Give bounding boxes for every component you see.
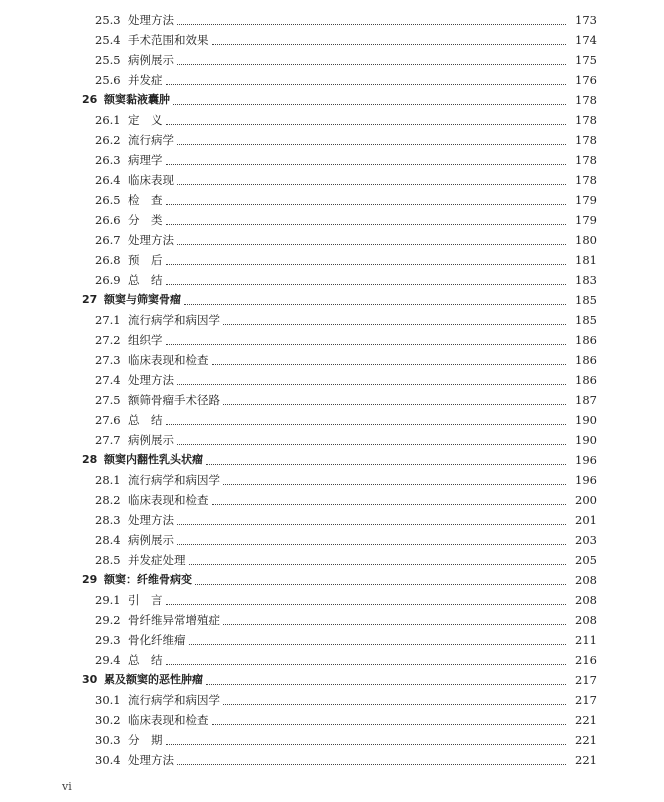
- toc-entry-title: 流行病学和病因学: [128, 473, 220, 487]
- toc-entry-number: 29.3: [95, 633, 121, 647]
- toc-entry-title: 检 查: [128, 193, 163, 207]
- toc-entry-title: 临床表现和检查: [128, 493, 209, 507]
- toc-section-row[interactable]: [0, 510, 664, 530]
- dot-leader: [212, 363, 567, 365]
- toc-page-number: 217: [575, 673, 597, 687]
- toc-section-row[interactable]: [0, 150, 664, 170]
- toc-page-number: 200: [575, 493, 597, 507]
- toc-page-number: 221: [575, 753, 597, 767]
- toc-page-number: 176: [575, 73, 597, 87]
- toc-entry-number: 27.2: [95, 333, 121, 347]
- toc-entry-title: 骨化纤维瘤: [128, 633, 186, 647]
- toc-page-number: 208: [575, 573, 597, 587]
- toc-page-number: 221: [575, 733, 597, 747]
- dot-leader: [166, 603, 567, 605]
- toc-entry-title: 额窦：纤维骨病变: [104, 573, 192, 586]
- table-of-contents: [0, 10, 664, 770]
- toc-entry-number: 26.5: [95, 193, 121, 207]
- toc-entry-number: 30.2: [95, 713, 121, 727]
- dot-leader: [223, 623, 566, 625]
- toc-page-number: 174: [575, 33, 597, 47]
- toc-section-row[interactable]: [0, 270, 664, 290]
- toc-chapter-row[interactable]: [0, 90, 664, 110]
- dot-leader: [177, 523, 566, 525]
- toc-entry-number: 28.3: [95, 513, 121, 527]
- toc-entry-title: 流行病学和病因学: [128, 313, 220, 327]
- toc-page-number: 208: [575, 613, 597, 627]
- toc-section-row[interactable]: [0, 170, 664, 190]
- toc-section-row[interactable]: [0, 410, 664, 430]
- toc-entry-title: 病例展示: [128, 433, 174, 447]
- dot-leader: [177, 443, 566, 445]
- dot-leader: [177, 243, 566, 245]
- toc-page-number: 221: [575, 713, 597, 727]
- dot-leader: [166, 223, 567, 225]
- toc-section-row[interactable]: [0, 10, 664, 30]
- toc-page-number: 175: [575, 53, 597, 67]
- toc-entry-number: 26.4: [95, 173, 121, 187]
- toc-section-row[interactable]: [0, 710, 664, 730]
- dot-leader: [177, 763, 566, 765]
- toc-page-number: 178: [575, 153, 597, 167]
- dot-leader: [212, 43, 567, 45]
- toc-section-row[interactable]: [0, 530, 664, 550]
- toc-entry-number: 27.1: [95, 313, 121, 327]
- toc-section-row[interactable]: [0, 30, 664, 50]
- toc-section-row[interactable]: [0, 550, 664, 570]
- toc-entry-title: 额窦内翻性乳头状瘤: [104, 453, 203, 466]
- toc-entry-title: 分 类: [128, 213, 163, 227]
- toc-section-row[interactable]: [0, 430, 664, 450]
- toc-section-row[interactable]: [0, 350, 664, 370]
- toc-page-number: 203: [575, 533, 597, 547]
- dot-leader: [223, 323, 566, 325]
- toc-entry-title: 病理学: [128, 153, 163, 167]
- toc-page-number: 208: [575, 593, 597, 607]
- toc-page-number: 178: [575, 133, 597, 147]
- toc-section-row[interactable]: [0, 750, 664, 770]
- dot-leader: [166, 423, 567, 425]
- toc-entry-title: 临床表现和检查: [128, 713, 209, 727]
- toc-page-number: 190: [575, 413, 597, 427]
- dot-leader: [166, 743, 567, 745]
- dot-leader: [223, 403, 566, 405]
- toc-section-row[interactable]: [0, 630, 664, 650]
- toc-entry-title: 处理方法: [128, 13, 174, 27]
- toc-entry-title: 并发症: [128, 73, 163, 87]
- dot-leader: [212, 723, 567, 725]
- toc-page-number: 173: [575, 13, 597, 27]
- toc-entry-number: 26.2: [95, 133, 121, 147]
- toc-page-number: 186: [575, 353, 597, 367]
- dot-leader: [166, 663, 567, 665]
- dot-leader: [166, 163, 567, 165]
- dot-leader: [223, 703, 566, 705]
- toc-entry-number: 27: [82, 293, 98, 306]
- toc-entry-title: 处理方法: [128, 233, 174, 247]
- toc-entry-number: 25.6: [95, 73, 121, 87]
- toc-entry-number: 30.3: [95, 733, 121, 747]
- dot-leader: [177, 23, 566, 25]
- toc-section-row[interactable]: [0, 130, 664, 150]
- toc-page-number: 181: [575, 253, 597, 267]
- toc-entry-number: 27.6: [95, 413, 121, 427]
- toc-page-number: 179: [575, 193, 597, 207]
- toc-entry-number: 28: [82, 453, 98, 466]
- toc-entry-number: 26.3: [95, 153, 121, 167]
- toc-section-row[interactable]: [0, 390, 664, 410]
- toc-page-number: 178: [575, 113, 597, 127]
- toc-entry-number: 25.3: [95, 13, 121, 27]
- toc-page-number: 190: [575, 433, 597, 447]
- toc-entry-title: 预 后: [128, 253, 163, 267]
- toc-entry-title: 组织学: [128, 333, 163, 347]
- toc-entry-title: 引 言: [128, 593, 163, 607]
- dot-leader: [177, 183, 566, 185]
- toc-entry-number: 28.5: [95, 553, 121, 567]
- toc-page-number: 211: [575, 633, 597, 647]
- toc-entry-title: 并发症处理: [128, 553, 186, 567]
- toc-section-row[interactable]: [0, 490, 664, 510]
- toc-entry-title: 总 结: [128, 413, 163, 427]
- toc-section-row[interactable]: [0, 110, 664, 130]
- toc-entry-title: 手术范围和效果: [128, 33, 209, 47]
- toc-section-row[interactable]: [0, 650, 664, 670]
- dot-leader: [166, 283, 567, 285]
- toc-entry-title: 累及额窦的恶性肿瘤: [104, 673, 203, 686]
- dot-leader: [184, 303, 566, 305]
- toc-entry-number: 26.8: [95, 253, 121, 267]
- toc-chapter-row[interactable]: [0, 670, 664, 690]
- toc-entry-number: 26: [82, 93, 98, 106]
- toc-entry-number: 29.4: [95, 653, 121, 667]
- dot-leader: [212, 503, 567, 505]
- toc-entry-number: 29: [82, 573, 98, 586]
- toc-entry-number: 29.2: [95, 613, 121, 627]
- toc-entry-title: 病例展示: [128, 533, 174, 547]
- toc-entry-number: 27.4: [95, 373, 121, 387]
- toc-entry-number: 27.3: [95, 353, 121, 367]
- toc-entry-number: 26.7: [95, 233, 121, 247]
- toc-entry-title: 处理方法: [128, 753, 174, 767]
- toc-entry-title: 额筛骨瘤手术径路: [128, 393, 220, 407]
- dot-leader: [189, 643, 567, 645]
- toc-entry-number: 29.1: [95, 593, 121, 607]
- toc-chapter-row[interactable]: [0, 450, 664, 470]
- toc-page-number: 205: [575, 553, 597, 567]
- page-folio: vi: [62, 780, 72, 793]
- toc-section-row[interactable]: [0, 370, 664, 390]
- toc-section-row[interactable]: [0, 70, 664, 90]
- dot-leader: [177, 383, 566, 385]
- toc-chapter-row[interactable]: [0, 290, 664, 310]
- toc-page-number: 196: [575, 473, 597, 487]
- toc-section-row[interactable]: [0, 610, 664, 630]
- dot-leader: [166, 83, 567, 85]
- dot-leader: [177, 63, 566, 65]
- toc-section-row[interactable]: [0, 690, 664, 710]
- toc-entry-title: 额窦黏液囊肿: [104, 93, 170, 106]
- toc-entry-number: 28.1: [95, 473, 121, 487]
- toc-entry-title: 流行病学: [128, 133, 174, 147]
- toc-entry-title: 总 结: [128, 273, 163, 287]
- toc-entry-title: 总 结: [128, 653, 163, 667]
- toc-entry-title: 骨纤维异常增殖症: [128, 613, 220, 627]
- toc-entry-number: 30.4: [95, 753, 121, 767]
- toc-section-row[interactable]: [0, 330, 664, 350]
- toc-page-number: 178: [575, 93, 597, 107]
- dot-leader: [223, 483, 566, 485]
- dot-leader: [206, 463, 566, 465]
- toc-section-row[interactable]: [0, 730, 664, 750]
- toc-page-number: 179: [575, 213, 597, 227]
- toc-section-row[interactable]: [0, 310, 664, 330]
- dot-leader: [206, 683, 566, 685]
- dot-leader: [166, 203, 567, 205]
- toc-page-number: 187: [575, 393, 597, 407]
- dot-leader: [173, 103, 566, 105]
- dot-leader: [177, 543, 566, 545]
- toc-entry-number: 26.1: [95, 113, 121, 127]
- dot-leader: [166, 343, 567, 345]
- dot-leader: [177, 143, 566, 145]
- toc-entry-title: 流行病学和病因学: [128, 693, 220, 707]
- dot-leader: [166, 263, 567, 265]
- toc-page-number: 186: [575, 333, 597, 347]
- toc-entry-number: 28.4: [95, 533, 121, 547]
- toc-section-row[interactable]: [0, 190, 664, 210]
- toc-section-row[interactable]: [0, 590, 664, 610]
- toc-section-row[interactable]: [0, 470, 664, 490]
- toc-page-number: 185: [575, 313, 597, 327]
- toc-page-number: 185: [575, 293, 597, 307]
- toc-entry-number: 26.6: [95, 213, 121, 227]
- toc-entry-title: 额窦与筛窦骨瘤: [104, 293, 181, 306]
- toc-entry-title: 定 义: [128, 113, 163, 127]
- toc-entry-number: 27.5: [95, 393, 121, 407]
- toc-page-number: 180: [575, 233, 597, 247]
- toc-entry-title: 临床表现和检查: [128, 353, 209, 367]
- toc-entry-title: 临床表现: [128, 173, 174, 187]
- toc-page-number: 186: [575, 373, 597, 387]
- toc-section-row[interactable]: [0, 210, 664, 230]
- dot-leader: [189, 563, 567, 565]
- toc-entry-title: 处理方法: [128, 373, 174, 387]
- toc-chapter-row[interactable]: [0, 570, 664, 590]
- toc-page-number: 183: [575, 273, 597, 287]
- toc-entry-number: 30: [82, 673, 98, 686]
- toc-entry-title: 病例展示: [128, 53, 174, 67]
- toc-page-number: 196: [575, 453, 597, 467]
- dot-leader: [166, 123, 567, 125]
- toc-page-number: 201: [575, 513, 597, 527]
- toc-entry-title: 处理方法: [128, 513, 174, 527]
- toc-entry-number: 30.1: [95, 693, 121, 707]
- toc-entry-number: 25.5: [95, 53, 121, 67]
- toc-entry-number: 26.9: [95, 273, 121, 287]
- dot-leader: [195, 583, 566, 585]
- toc-entry-number: 28.2: [95, 493, 121, 507]
- toc-section-row[interactable]: [0, 50, 664, 70]
- toc-entry-title: 分 期: [128, 733, 163, 747]
- toc-entry-number: 25.4: [95, 33, 121, 47]
- toc-page-number: 178: [575, 173, 597, 187]
- toc-entry-number: 27.7: [95, 433, 121, 447]
- toc-page-number: 217: [575, 693, 597, 707]
- toc-section-row[interactable]: [0, 250, 664, 270]
- toc-section-row[interactable]: [0, 230, 664, 250]
- toc-page-number: 216: [575, 653, 597, 667]
